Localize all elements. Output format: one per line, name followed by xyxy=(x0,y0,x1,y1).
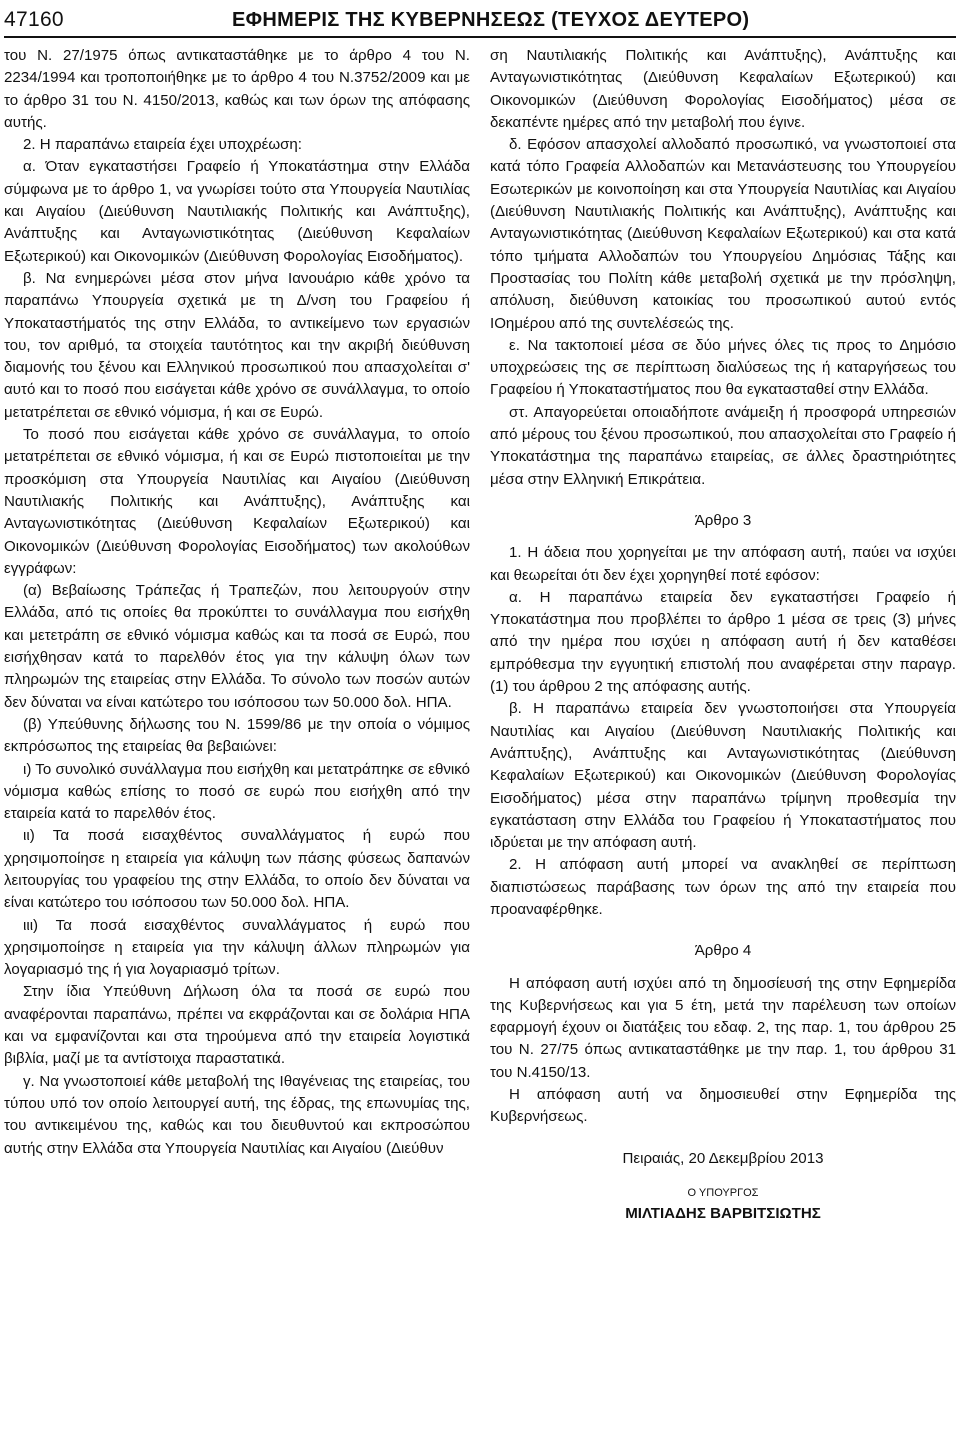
paragraph: Στην ίδια Υπεύθυνη Δήλωση όλα τα ποσά σε ευρώ που αναφέρονται παραπάνω, πρέπει να εκφράζονται και σε δολάρια ΗΠΑ και να εμφανίζονται και στα τηρούμενα από την εταιρεία λογιστικά βιβλία, μαζί με τα αντίστοιχα παραστατικά. xyxy=(4,983,470,1068)
article-4-heading: Άρθρο 4 xyxy=(694,942,752,960)
paragraph: β. Η παραπάνω εταιρεία δεν γνωστοποιήσει στα Υπουργεία Ναυτιλίας και Αιγαίου (Διεύθυνση Ναυτιλιακής Πολιτικής και Ανάπτυξης), Ανάπτυξης και Ανταγωνιστικότητας (Διεύθυνση Κεφαλαίων Εξωτερικού) και Οικονομικών (Διεύθυνση Φορολογίας Εισοδήματος) μέσα στην παραπάνω τρίμηνη προθεσμία την εγκατάσταση στην Ελλάδα του Γραφείου ή Υποκαταστήματος που ιδρύεται με την απόφαση αυτή. xyxy=(490,700,956,852)
paragraph: ση Ναυτιλιακής Πολιτικής και Ανάπτυξης), Ανάπτυξης και Ανταγωνιστικότητας (Διεύθυνση Κεφαλαίων Εξωτερικού) και Οικονομικών (Διεύθυνση Φορολογίας Εισοδήματος) μέσα σε δεκαπέντε ημέρες από την μεταβολή που έγινε. xyxy=(490,47,956,131)
paragraph: ιι) Τα ποσά εισαχθέντος συναλλάγματος ή ευρώ που χρησιμοποίησε η εταιρεία για κάλυψη των πάσης φύσεως δαπανών λειτουργίας του γραφείου της στην Ελλάδα, το οποίο δεν δύναται να είναι κατώτερο του ισόποσου των 50.000 δολ. ΗΠΑ. xyxy=(4,827,470,912)
paragraph: Η απόφαση αυτή να δημοσιευθεί στην Εφημερίδα της Κυβερνήσεως. xyxy=(490,1086,956,1126)
minister-name: ΜΙΛΤΙΑΔΗΣ ΒΑΡΒΙΤΣΙΩΤΗΣ xyxy=(625,1204,821,1222)
paragraph: (α) Βεβαίωσης Τράπεζας ή Τραπεζών, που λειτουργούν στην Ελλάδα, από τις οποίες θα προκύπτει το συνάλλαγμα που εισήχθη και μετετράπη σε εθνικό νόμισμα καθώς και τα ποσά σε Ευρώ, που εισήχθησαν κατά το παρελθόν έτος για την κάλυψη όλων των πληρωμών της εταιρείας στην Ελλάδα. Το σύνολο των ποσών αυτών δεν δύναται να είναι κατώτερο του ισόποσου των 50.000 δολ. ΗΠΑ. xyxy=(4,582,470,711)
paragraph: στ. Απαγορεύεται οποιαδήποτε ανάμειξη ή προσφορά υπηρεσιών από μέρους του ξένου προσωπικού, που απασχολείται στο Γραφείο ή Υποκατάστημα της παραπάνω εταιρείας, σε άλλες δραστηριότητες μέσα στην Ελληνική Επικράτεια. xyxy=(490,403,956,488)
paragraph: ι) Το συνολικό συνάλλαγμα που εισήχθη και μετατράπηκε σε εθνικό νόμισμα καθώς επίσης το ποσό σε ευρώ που εισήχθη από την εταιρεία κατά το παρελθόν έτος. xyxy=(4,760,470,823)
page-number: 47160 xyxy=(4,8,64,31)
paragraph: (β) Υπεύθυνης δήλωσης του Ν. 1599/86 με την οποία ο νόμιμος εκπρόσωπος της εταιρείας θα βεβαιώνει: xyxy=(4,715,470,756)
page-header xyxy=(4,0,956,38)
paragraph: 2. Η απόφαση αυτή μπορεί να ανακληθεί σε περίπτωση διαπιστώσεως παράβασης των όρων της από την εταιρεία που προαναφέρθηκε. xyxy=(490,856,956,918)
paragraph: β. Να ενημερώνει μέσα στον μήνα Ιανουάριο κάθε χρόνο τα παραπάνω Υπουργεία σχετικά με τη Δ/νση του Γραφείου ή Υποκαταστήματός της στην Ελλάδα, το αντικείμενο των εργασιών του, τον αριθμό, τα στοιχεία ταυτότητος και την ακριβή διεύθυνση διαμονής του ξένου και Ελληνικού προσωπικού που απασχολείται σ' αυτό και το ποσό που εισάγεται κάθε χρόνο σε συνάλλαγμα, το οποίο μετατρέπεται σε εθνικό νόμισμα, ή και σε Ευρώ. xyxy=(4,269,470,421)
minister-label: Ο ΥΠΟΥΡΓΟΣ xyxy=(687,1186,759,1199)
paragraph: του Ν. 27/1975 όπως αντικαταστάθηκε με το άρθρο 4 του Ν. 2234/1994 και τροποποιήθηκε με το άρθρο 4 του Ν.3752/2009 και με το άρθρο 31 του Ν. 4150/2013, καθώς και των όρων της απόφασης αυτής. xyxy=(4,47,470,131)
right-column xyxy=(490,45,956,1226)
left-column xyxy=(4,45,470,1226)
paragraph: 2. Η παραπάνω εταιρεία έχει υποχρέωση: xyxy=(23,136,303,154)
paragraph: ιιι) Τα ποσά εισαχθέντος συναλλάγματος ή ευρώ που χρησιμοποίησε η εταιρεία για την κάλυψη άλλων πληρωμών για λογαριασμό της ή για λογαριασμό τρίτων. xyxy=(4,916,470,979)
paragraph: α. Όταν εγκαταστήσει Γραφείο ή Υποκατάστημα στην Ελλάδα σύμφωνα με το άρθρο 1, να γνωρίσει τούτο στα Υπουργεία Ναυτιλίας και Αιγαίου (Διεύθυνση Ναυτιλιακής Πολιτικής και Ανάπτυξης), Ανάπτυξης και Ανταγωνιστικότητας (Διεύθυνση Κεφαλαίων Εξωτερικού) και Οικονομικών (Διεύθυνση Φορολογίας Εισοδήματος). xyxy=(4,158,470,265)
paragraph: Το ποσό που εισάγεται κάθε χρόνο σε συνάλλαγμα, το οποίο μετατρέπεται σε εθνικό νόμισμα, ή και σε Ευρώ πιστοποιείται με την προσκόμιση στα Υπουργεία Ναυτιλίας και Αιγαίου (Διεύθυνση Ναυτιλιακής Πολιτικής και Ανάπτυξης), Ανάπτυξης και Ανταγωνιστικότητας (Διεύθυνση Κεφαλαίων Εξωτερικού) και Οικονομικών (Διεύθυνση Φορολογίας Εισοδήματος) των ακολούθων εγγράφων: xyxy=(4,426,470,577)
gazette-title: ΕΦΗΜΕΡΙΣ ΤΗΣ ΚΥΒΕΡΝΗΣΕΩΣ (ΤΕΥΧΟΣ ΔΕΥΤΕΡΟ) xyxy=(232,9,750,31)
article-3-heading: Άρθρο 3 xyxy=(694,511,752,529)
paragraph: γ. Να γνωστοποιεί κάθε μεταβολή της Ιθαγένειας της εταιρείας, του τύπου υπό τον οποίο λειτουργεί αυτή, της έδρας, της επωνυμίας της, του αντικειμένου της, καθώς και του διευθυντού και εκπροσώπου αυτής στην Ελλάδα στα Υπουργεία Ναυτιλίας και Αιγαίου (Διεύθυν xyxy=(4,1072,470,1157)
paragraph: α. Η παραπάνω εταιρεία δεν εγκαταστήσει Γραφείο ή Υποκατάστημα που προβλέπει το άρθρο 1 μέσα σε τρεις (3) μήνες από την ημέρα που ισχύει η απόφαση αυτή ή δεν καταθέσει εμπρόθεσμα την εγγυητική επιστολή που αναφέρεται στην παραγρ. (1) του άρθρου 2 της απόφασης αυτής. xyxy=(490,588,956,696)
paragraph: ε. Να τακτοποιεί μέσα σε δύο μήνες όλες τις προς το Δημόσιο υποχρεώσεις της σε περίπτωση διαλύσεως της ή καταργήσεως του Γραφείου ή Υποκαταστήματος που θα εγκατασταθεί στην Ελλάδα. xyxy=(490,336,956,399)
text-columns xyxy=(4,45,956,1226)
place-date: Πειραιάς, 20 Δεκεμβρίου 2013 xyxy=(622,1149,824,1167)
paragraph: Η απόφαση αυτή ισχύει από τη δημοσίευσή της στην Εφημερίδα της Κυβερνήσεως και για 5 έτη, μετά την παρέλευση των οποίων εφαρμογή έχουν οι διατάξεις του εδαφ. 2, της παρ. 1, του άρθρου 25 του Ν. 27/75 όπως αντικαταστάθηκε με την παρ. 1, του άρθρου 31 του Ν.4150/13. xyxy=(490,974,956,1081)
paragraph: 1. Η άδεια που χορηγείται με την απόφαση αυτή, παύει να ισχύει και θεωρείται ότι δεν έχει χορηγηθεί ποτέ εφόσον: xyxy=(490,544,956,584)
paragraph: δ. Εφόσον απασχολεί αλλοδαπό προσωπικό, να γνωστοποιεί στα κατά τόπο Γραφεία Αλλοδαπών και Μετανάστευσης του Υπουργείου Εσωτερικών με κοινοποίηση και στα Υπουργεία Ναυτιλίας και Αιγαίου (Διεύθυνση Ναυτιλιακής Πολιτικής και Ανάπτυξης), Ανάπτυξης και Ανταγωνιστικότητας (Διεύθυνση Κεφαλαίων Εξωτερικού) και στα κατά τόπο τμήματα Αλλοδαπών του Υπουργείου Δημόσιας Τάξης και Προστασίας του Πολίτη κάθε μεταβολή σχετικά με την πρόσληψη, απόλυση, διεύθυνση κατοικίας του προσωπικού αυτού εντός ΙΟημέρου από της συντελέσεώς της. xyxy=(490,136,956,332)
